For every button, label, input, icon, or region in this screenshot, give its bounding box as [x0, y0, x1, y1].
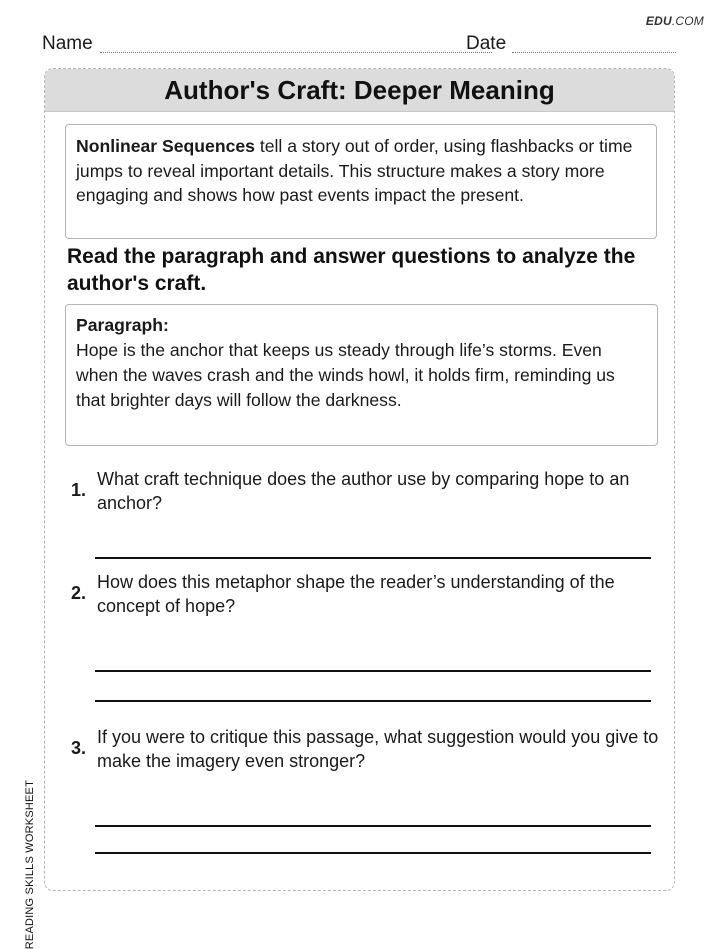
definition-box [65, 124, 657, 239]
answer-line-2b[interactable] [95, 700, 651, 702]
instruction-text: Read the paragraph and answer questions to analyze the author's craft. [67, 245, 636, 295]
brand-logo-bold: EDU [645, 14, 672, 28]
question-text: How does this metaphor shape the reader’s understanding of the concept of hope? [97, 572, 615, 616]
question-number: 2. [71, 583, 87, 603]
definition-term: Nonlinear Sequences [76, 136, 255, 156]
question-number: 3. [71, 738, 87, 758]
date-label: Date [466, 33, 507, 54]
worksheet-title: Author's Craft: Deeper Meaning [45, 69, 674, 112]
answer-line-2a[interactable] [95, 670, 651, 672]
answer-line-3a[interactable] [95, 825, 651, 827]
question-text: If you were to critique this passage, what suggestion would you give to make the imagery even stronger? [97, 727, 659, 771]
worksheet-card [44, 68, 675, 891]
paragraph-box [65, 304, 658, 446]
answer-line-3b[interactable] [95, 852, 651, 854]
definition-text: tell a story out of order, using flashbacks or time jumps to reveal important details. This structure makes a story more engaging and shows how past events impact the present. [76, 136, 633, 205]
question-text: What craft technique does the author use by comparing hope to an anchor? [97, 469, 630, 513]
brand-logo [646, 14, 704, 28]
name-field-line[interactable] [100, 52, 492, 53]
paragraph-text: Hope is the anchor that keeps us steady through life’s storms. Even when the waves crash and the winds howl, it holds firm, reminding us that brighter days will follow the darkness. [76, 340, 615, 410]
side-label: READING SKILLS WORKSHEET [24, 780, 36, 949]
name-label: Name [42, 33, 93, 54]
paragraph-title: Paragraph: [76, 315, 169, 335]
brand-logo-suffix: .COM [671, 14, 704, 28]
name-date-row [42, 32, 676, 56]
question-number: 1. [71, 480, 87, 500]
date-field-line[interactable] [512, 52, 676, 53]
answer-line-1[interactable] [95, 557, 651, 559]
